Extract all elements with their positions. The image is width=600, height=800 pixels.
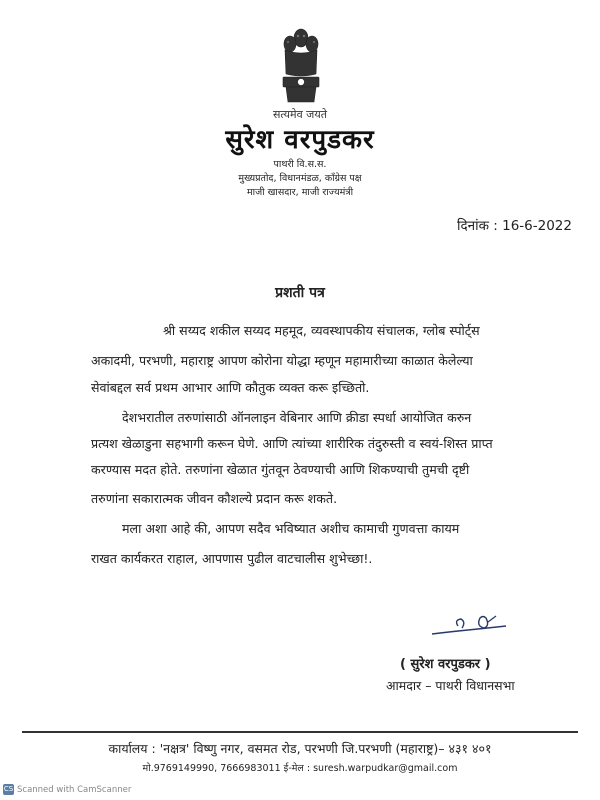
scanner-label: Scanned with CamScanner xyxy=(17,785,132,795)
body-line: प्रत्यश खेळाडुना सहभागी करून घेणे. आणि त्यांच्या शारीरिक तंदुरुस्ती व स्वयं-शिस्त प्राप्त xyxy=(91,436,493,451)
body-line: देशभरातील तरुणांसाठी ऑनलाइन वेबिनार आणि क्रीडा स्पर्धा आयोजित करुन xyxy=(122,410,472,425)
signature-scribble-icon xyxy=(428,612,510,642)
body-line: अकादमी, परभणी, महाराष्ट्र आपण कोरोना योद्धा म्हणून महामारीच्या काळात केलेल्या xyxy=(91,353,473,368)
letterhead-name: सुरेश वरपुडकर xyxy=(225,125,375,155)
letterhead-line-1: पाथरी वि.स.स. xyxy=(273,159,327,170)
letterhead-line-2: मुख्यप्रतोद, विधानमंडळ, कॉंग्रेस पक्ष xyxy=(238,173,362,184)
letter-subject: प्रशती पत्र xyxy=(275,285,325,301)
emblem-motto: सत्यमेव जयते xyxy=(272,108,327,121)
body-line: करण्यास मदत होते. तरुणांना खेळात गुंतवून ठेवण्याची आणि शिकण्याची तुमची दृष्टी xyxy=(91,462,470,477)
letterhead-line-3: माजी खासदार, माजी राज्यमंत्री xyxy=(246,187,354,198)
signatory-name: ( सुरेश वरपुडकर ) xyxy=(400,657,491,672)
body-line: मला अशा आहे की, आपण सदैव भविष्यात अशीच कामाची गुणवत्ता कायम xyxy=(122,521,460,536)
state-emblem-icon xyxy=(279,22,323,108)
footer-contact: मो.9769149990, 7666983011 ई-मेल : suresh.warpudkar@gmail.com xyxy=(142,763,458,774)
camscanner-icon: CS xyxy=(3,785,14,793)
body-line: सेवांबद्दल सर्व प्रथम आभार आणि कौतुक व्यक्त करू इच्छितो. xyxy=(91,380,370,395)
body-line: तरुणांना सकारात्मक जीवन कौशल्ये प्रदान करू शकते. xyxy=(91,491,338,506)
signatory-title: आमदार – पाथरी विधानसभा xyxy=(386,678,515,693)
body-line: राखत कार्यकरत राहाल, आपणास पुढील वाटचालीस शुभेच्छा!. xyxy=(91,551,373,566)
body-line: श्री सय्यद शकील सय्यद महमूद, व्यवस्थापकीय संचालक, ग्लोब स्पोर्ट्स xyxy=(163,323,480,338)
letter-date: दिनांक : 16-6-2022 xyxy=(456,218,572,234)
footer-divider xyxy=(22,731,578,733)
footer-address: कार्यालय : 'नक्षत्र' विष्णु नगर, वसमत रोड, परभणी जि.परभणी (महाराष्ट्र)– ४३१ ४०१ xyxy=(108,741,492,756)
scanner-watermark xyxy=(3,784,131,795)
